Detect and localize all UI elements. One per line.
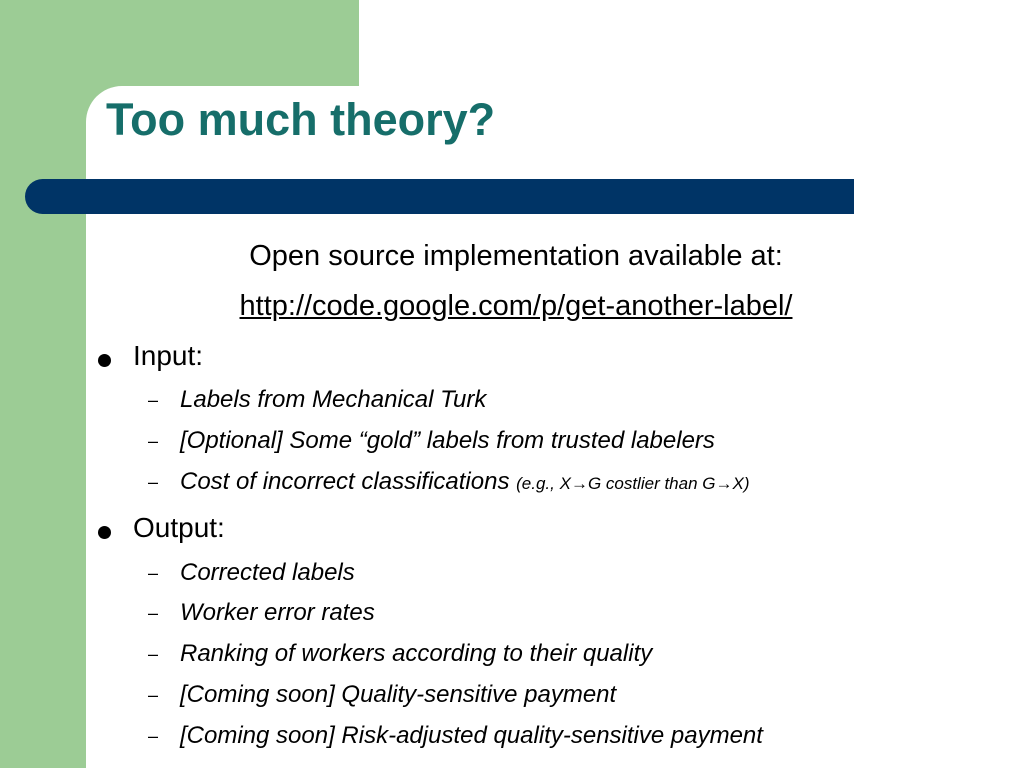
intro-text: Open source implementation available at:: [249, 240, 783, 272]
dash-icon: –: [148, 431, 159, 451]
list-item-text: Cost of incorrect classifications: [180, 468, 510, 495]
project-url-link[interactable]: http://code.google.com/p/get-another-label/: [239, 290, 793, 322]
dash-icon: –: [148, 644, 159, 664]
dash-icon: –: [148, 472, 159, 492]
right-arrow-icon: →: [715, 474, 733, 493]
bullet-label: Input:: [133, 340, 204, 371]
right-arrow-icon: →: [570, 474, 588, 493]
list-item-text: Corrected labels: [180, 559, 355, 586]
dash-icon: –: [148, 726, 159, 746]
dash-icon: –: [148, 390, 159, 410]
dash-icon: –: [148, 563, 159, 583]
bullet-dot-icon: [98, 354, 111, 367]
note-mid: G costlier than G: [587, 474, 716, 493]
list-item-text: [Optional] Some “gold” labels from trusted labelers: [180, 427, 715, 454]
dash-icon: –: [148, 603, 159, 623]
bullet-label: Output:: [133, 512, 225, 543]
cost-note: [516, 474, 749, 493]
list-item-text: [Coming soon] Risk-adjusted quality-sensitive payment: [180, 722, 763, 749]
list-item-text: Labels from Mechanical Turk: [180, 386, 487, 413]
bullet-dot-icon: [98, 526, 111, 539]
list-item-text: Worker error rates: [180, 599, 375, 626]
slide-title: Too much theory?: [106, 94, 496, 145]
list-item-text: [Coming soon] Quality-sensitive payment: [180, 681, 617, 708]
url-line: [86, 290, 946, 323]
note-close: X): [732, 474, 750, 493]
list-item-text: Ranking of workers according to their quality: [180, 640, 653, 667]
dash-icon: –: [148, 685, 159, 705]
list-item-text-with-note: [180, 467, 750, 499]
note-open: (e.g., X: [516, 474, 571, 493]
title-underline-bar: [25, 179, 854, 214]
